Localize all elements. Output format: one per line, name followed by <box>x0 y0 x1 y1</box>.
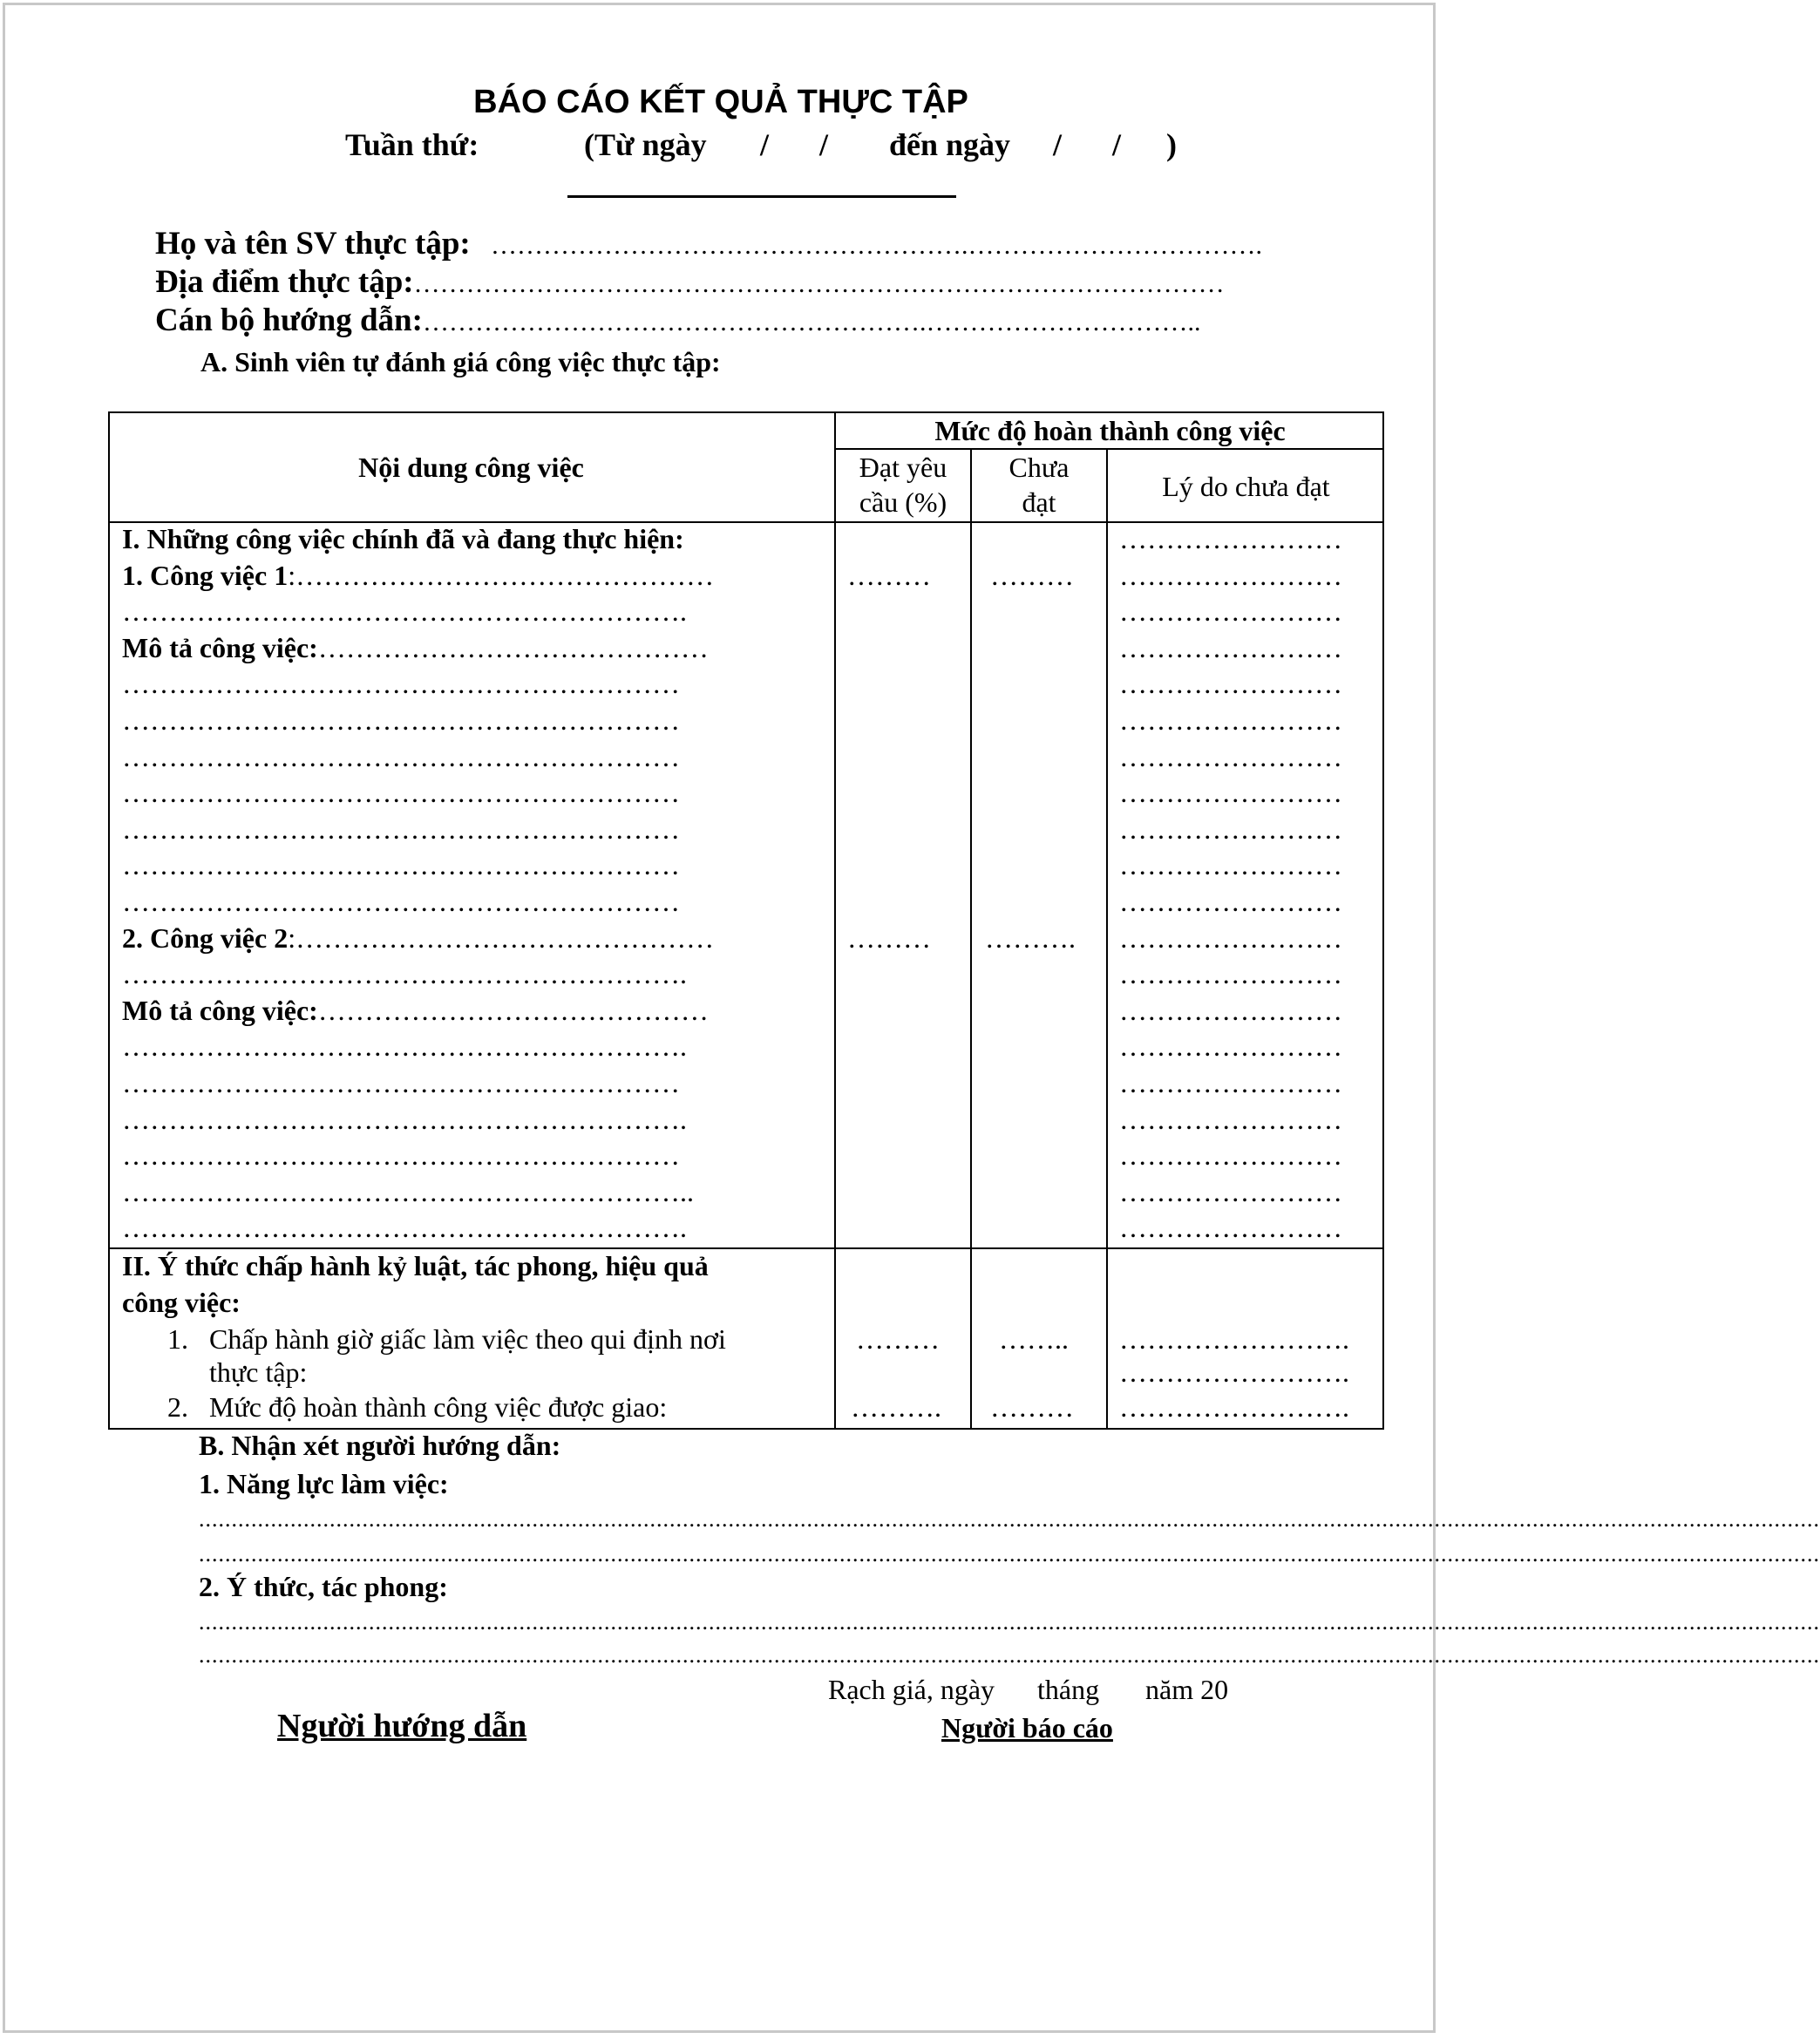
col-reason-header: Lý do chưa đạt <box>1162 471 1330 502</box>
reason-dots: …………………… <box>1119 560 1342 591</box>
item1-text-line1: Chấp hành giờ giấc làm việc theo qui định nơi <box>209 1323 726 1355</box>
item2-number: 2. <box>167 1391 188 1423</box>
date-separator: / <box>819 127 829 162</box>
job1-label: 1. Công việc 1 <box>122 560 289 591</box>
reporter-signature-label: Người báo cáo <box>941 1712 1113 1743</box>
reason-dots: …………………… <box>1119 1212 1342 1243</box>
job1-desc-line <box>122 632 709 664</box>
section-a-title: A. Sinh viên tự đánh giá công việc thực tập: <box>200 346 721 377</box>
job2-label: 2. Công việc 2 <box>122 922 289 954</box>
job2-desc-line <box>122 995 709 1027</box>
report-title: BÁO CÁO KẾT QUẢ THỰC TẬP <box>473 84 968 120</box>
job1-achieved: ……… <box>847 560 931 591</box>
dotted-line: …………………………………………………… <box>122 813 680 845</box>
student-name-dots: ……………………………………………….……………………………. <box>490 231 1262 260</box>
dotted-line: ……………………………………………………. <box>122 958 687 989</box>
part1-heading-text: . Những công việc chính đã và đang thực hiện: <box>132 523 684 554</box>
date-place: Rạch giá, ngày <box>828 1674 995 1705</box>
dotted-line: ……………………………………………………. <box>122 595 687 627</box>
reason-dots: …………………… <box>1119 704 1342 736</box>
date-separator: / <box>1112 127 1122 162</box>
comment-line: ........................................................................................................................................................................................................................................................ <box>199 1541 1820 1567</box>
date-year: năm 20 <box>1145 1674 1229 1705</box>
dotted-line: ……………………………………………………. <box>122 1030 687 1062</box>
dotted-line: …………………………………………………… <box>122 777 680 808</box>
col-not-line1: Chưa <box>1008 452 1070 483</box>
mentor-field <box>155 302 1200 339</box>
reason-dots: …………………… <box>1119 922 1342 954</box>
desc-label: Mô tả công việc: <box>122 632 318 663</box>
title-divider <box>567 195 956 198</box>
reason-dots: …………………… <box>1119 777 1342 808</box>
comment-line: ........................................................................................................................................................................................................................................................ <box>199 1609 1820 1635</box>
week-label: Tuần thứ: <box>345 127 479 162</box>
student-name-label: Họ và tên SV thực tập: <box>155 226 471 262</box>
part1-heading <box>122 523 684 555</box>
desc-label: Mô tả công việc: <box>122 995 318 1026</box>
job2-dots: :……………………………………… <box>288 922 715 954</box>
dotted-line: …………………………………………………….. <box>122 1176 694 1207</box>
reason-dots: …………………… <box>1119 1176 1342 1207</box>
item1-number: 1. <box>167 1323 188 1355</box>
dotted-line: …………………………………………………… <box>122 849 680 880</box>
job2-not-achieved: ………. <box>985 922 1076 954</box>
part2-heading-line1: II. Ý thức chấp hành kỷ luật, tác phong, hiệu quả <box>122 1250 709 1281</box>
table-col-divider <box>1106 448 1108 1430</box>
dotted-line: …………………………………………………… <box>122 704 680 736</box>
job2-line <box>122 922 714 955</box>
job1-dots: :……………………………………… <box>288 560 715 591</box>
mentor-signature-label: Người hướng dẫn <box>277 1708 527 1744</box>
col-not-achieved-header <box>972 450 1106 520</box>
reason-dots: …………………… <box>1119 1139 1342 1171</box>
section-b-item1: 1. Năng lực làm việc: <box>199 1468 449 1499</box>
item2-achieved: ………. <box>851 1391 941 1423</box>
col-content-header: Nội dung công việc <box>358 452 584 483</box>
reason-dots: ……………………. <box>1119 1356 1349 1388</box>
table-border-left <box>108 411 110 1430</box>
student-name-field <box>155 225 1262 262</box>
date-month: tháng <box>1037 1674 1100 1705</box>
mentor-label: Cán bộ hướng dẫn: <box>155 302 423 338</box>
close-paren: ) <box>1166 127 1177 162</box>
item1-text-line2: thực tập: <box>209 1356 308 1388</box>
desc-dots: …………………………………… <box>317 632 709 663</box>
internship-place-label: Địa điểm thực tập: <box>155 264 414 300</box>
table-col-divider <box>834 411 836 1430</box>
job1-not-achieved: ……… <box>990 560 1074 591</box>
item2-not-achieved: ……… <box>990 1391 1074 1423</box>
col-achieved-line2: cầu (%) <box>859 486 947 518</box>
reason-dots: …………………… <box>1119 886 1342 917</box>
to-date-label: đến ngày <box>889 127 1011 162</box>
internship-place-field <box>155 263 1225 301</box>
dotted-line: …………………………………………………… <box>122 1139 680 1171</box>
comment-line: ........................................................................................................................................................................................................................................................ <box>199 1506 1820 1532</box>
reason-dots: …………………… <box>1119 1104 1342 1135</box>
dotted-line: …………………………………………………… <box>122 886 680 917</box>
item1-achieved: ……… <box>856 1323 940 1355</box>
reason-dots: …………………… <box>1119 995 1342 1026</box>
col-not-line2: đạt <box>1022 486 1056 518</box>
table-border-right <box>1382 411 1384 1430</box>
part1-prefix: I <box>122 523 133 554</box>
section-b-item2: 2. Ý thức, tác phong: <box>199 1571 448 1602</box>
item1-not-achieved: …….. <box>999 1323 1069 1355</box>
reason-dots: …………………… <box>1119 523 1342 554</box>
job1-line <box>122 560 714 592</box>
col-achieved-header <box>836 450 970 520</box>
reason-dots: …………………… <box>1119 595 1342 627</box>
date-separator: / <box>760 127 770 162</box>
reason-dots: …………………… <box>1119 1030 1342 1062</box>
reason-dots: …………………… <box>1119 668 1342 699</box>
dotted-line: …………………………………………………… <box>122 668 680 699</box>
reason-dots: …………………… <box>1119 849 1342 880</box>
table-section-divider <box>108 1247 1384 1249</box>
dotted-line: ……………………………………………………. <box>122 1104 687 1135</box>
desc-dots: …………………………………… <box>317 995 709 1026</box>
table-col-divider <box>970 448 972 1430</box>
date-separator: / <box>1053 127 1063 162</box>
reason-dots: …………………… <box>1119 958 1342 989</box>
item2-text: Mức độ hoàn thành công việc được giao: <box>209 1391 668 1423</box>
reason-dots: ……………………. <box>1119 1323 1349 1355</box>
mentor-dots: ………………………………………………….………………………….. <box>422 308 1201 336</box>
job2-achieved: ……… <box>847 922 931 954</box>
part2-heading-line2: công việc: <box>122 1287 241 1318</box>
reason-dots: …………………… <box>1119 632 1342 663</box>
dotted-line: …………………………………………………… <box>122 741 680 772</box>
col-group-header: Mức độ hoàn thành công việc <box>934 415 1286 446</box>
internship-place-dots: ………………………………………………………………………………… <box>413 269 1225 298</box>
dotted-line: ……………………………………………………. <box>122 1212 687 1243</box>
reason-dots: …………………… <box>1119 813 1342 845</box>
reason-dots: …………………… <box>1119 741 1342 772</box>
reason-dots: …………………… <box>1119 1067 1342 1098</box>
reason-dots: ……………………. <box>1119 1391 1349 1423</box>
comment-line: ........................................................................................................................................................................................................................................................ <box>199 1642 1820 1668</box>
from-date-label: (Từ ngày <box>584 127 707 162</box>
dotted-line: …………………………………………………… <box>122 1067 680 1098</box>
section-b-title: B. Nhận xét người hướng dẫn: <box>199 1430 561 1461</box>
col-achieved-line1: Đạt yêu <box>859 452 947 483</box>
self-assessment-table <box>108 411 1384 1430</box>
